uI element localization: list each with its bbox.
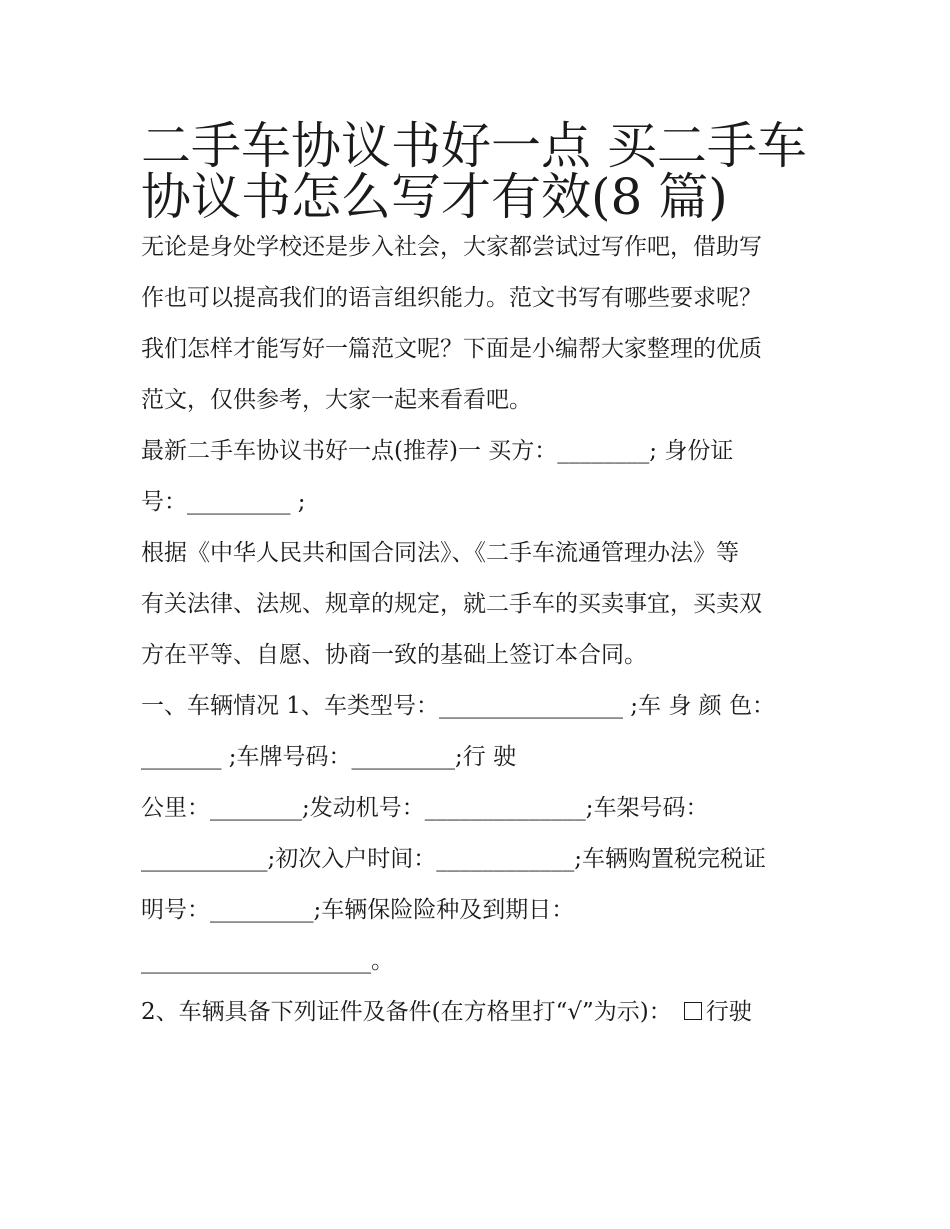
title-line-1: 二手车协议书好一点 买二手车 [141,117,807,175]
body-line: _______ ;车牌号码：_________;行 驶 [141,744,517,770]
checklist-intro: 2、车辆具备下列证件及备件(在方格里打“√”为示)： [141,999,672,1025]
title-line-2: 协议书怎么写才有效(8 篇) [141,168,728,226]
body-line: ___________;初次入户时间：____________;车辆购置税完税证 [141,846,766,872]
body-line: 根据《中华人民共和国合同法》、《二手车流通管理办法》等 [141,540,739,566]
body-line: 号：_________ ; [141,489,306,515]
body-line: ____________________。 [141,948,394,974]
checkbox-driving-license[interactable] [684,1002,702,1020]
checklist-line [141,987,813,1038]
body-line: 有关法律、法规、规章的规定，就二手车的买卖事宜，买卖双 [141,591,762,617]
document-title [141,108,813,226]
body-line: 最新二手车协议书好一点(推荐)一 买方：________; 身份证 [141,438,734,464]
body-line: 无论是身处学校还是步入社会，大家都尝试过写作吧，借助写 [141,234,762,260]
document-body [141,222,813,1038]
body-line: 明号：_________;车辆保险险种及到期日： [141,897,575,923]
body-line: 我们怎样才能写好一篇范文呢？下面是小编帮大家整理的优质 [141,336,762,362]
checkbox-label: 行驶 [705,999,752,1025]
body-line: 范文，仅供参考，大家一起来看看吧。 [141,387,532,413]
body-line: 公里：________;发动机号：______________;车架号码： [141,795,709,821]
body-line: 方在平等、自愿、协商一致的基础上签订本合同。 [141,642,647,668]
body-line: 一、车辆情况 1、车类型号：________________ ;车 身 颜 色： [141,693,775,719]
document-page [141,108,813,1038]
body-line: 作也可以提高我们的语言组织能力。范文书写有哪些要求呢？ [141,285,762,311]
